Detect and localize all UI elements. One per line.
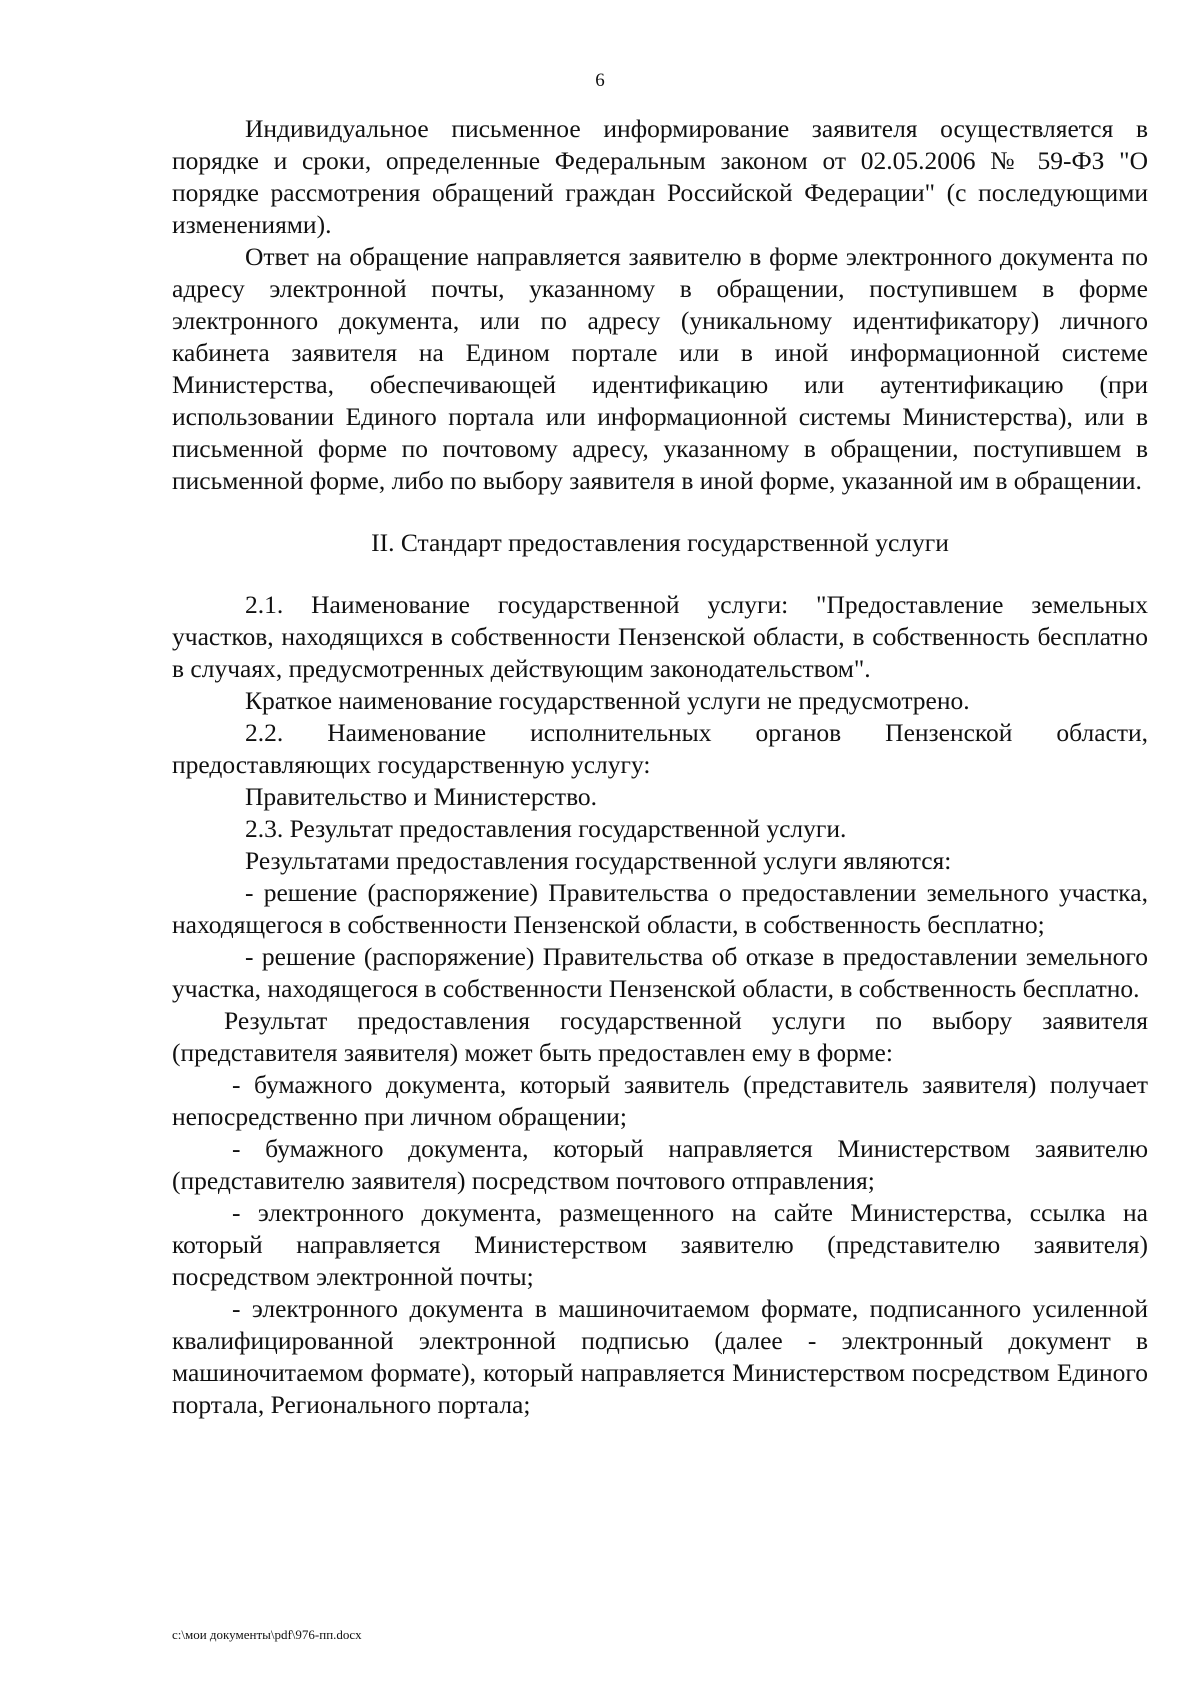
paragraph-response-delivery: Ответ на обращение направляется заявителю в форме электронного документа по адресу электронной почты, указанному в обращении, поступившем в форме электронного документа, или по адресу (уникальному идентификатору) личного кабинета заявителя на Едином портале или в иной информационной системе Министерства, обеспечивающей идентификацию или аутентификацию (при использовании Единого портала или информационной системы Министерства), или в письменной форме по почтовому адресу, указанному в обращении, поступившем в письменной форме, либо по выбору заявителя в иной форме, указанной им в обращении. xyxy=(172,242,1148,495)
paragraph-authorities-list: Правительство и Министерство. xyxy=(245,782,598,811)
paragraph-2-1-service-name: 2.1. Наименование государственной услуги: "Предоставление земельных участков, находящихся в собственности Пензенской области, в собственность бесплатно в случаях, предусмотренных действующим законодательством". xyxy=(172,590,1148,683)
paragraph-result-forms: Результат предоставления государственной услуги по выбору заявителя (представителя заявителя) может быть предоставлен ему в форме: xyxy=(172,1006,1148,1067)
paragraph-2-3-result: 2.3. Результат предоставления государственной услуги. xyxy=(245,814,847,843)
paragraph-written-information: Индивидуальное письменное информирование заявителя осуществляется в порядке и сроки, определенные Федеральным законом от 02.05.2006 № 59-ФЗ "О порядке рассмотрения обращений граждан Российской Федерации" (с последующими изменениями). xyxy=(172,114,1148,239)
list-item-decision-grant: - решение (распоряжение) Правительства о предоставлении земельного участка, находящегося в собственности Пензенской области, в собственность бесплатно; xyxy=(172,878,1148,939)
list-item-electronic-link: - электронного документа, размещенного на сайте Министерства, ссылка на который направляется Министерством заявителю (представителю заявителя) посредством электронной почты; xyxy=(172,1198,1148,1291)
list-item-electronic-machine-readable: - электронного документа в машиночитаемом формате, подписанного усиленной квалифицированной электронной подписью (далее - электронный документ в машиночитаемом формате), который направляется Министерством посредством Единого портала, Регионального портала; xyxy=(172,1294,1148,1419)
paragraph-short-name: Краткое наименование государственной услуги не предусмотрено. xyxy=(245,686,970,715)
section-heading: II. Стандарт предоставления государственной услуги xyxy=(371,528,949,557)
page-number: 6 xyxy=(595,70,605,91)
footer-file-path: c:\мои документы\pdf\976-пп.docx xyxy=(172,1627,362,1642)
paragraph-2-2-authorities: 2.2. Наименование исполнительных органов Пензенской области, предоставляющих государственную услугу: xyxy=(172,718,1148,779)
document-body xyxy=(172,113,1148,1421)
list-item-paper-personal: - бумажного документа, который заявитель (представитель заявителя) получает непосредственно при личном обращении; xyxy=(172,1070,1148,1131)
list-item-paper-mail: - бумажного документа, который направляется Министерством заявителю (представителю заявителя) посредством почтового отправления; xyxy=(172,1134,1148,1195)
paragraph-results-intro: Результатами предоставления государственной услуги являются: xyxy=(245,846,952,875)
list-item-decision-refusal: - решение (распоряжение) Правительства об отказе в предоставлении земельного участка, находящегося в собственности Пензенской области, в собственность бесплатно. xyxy=(172,942,1148,1003)
